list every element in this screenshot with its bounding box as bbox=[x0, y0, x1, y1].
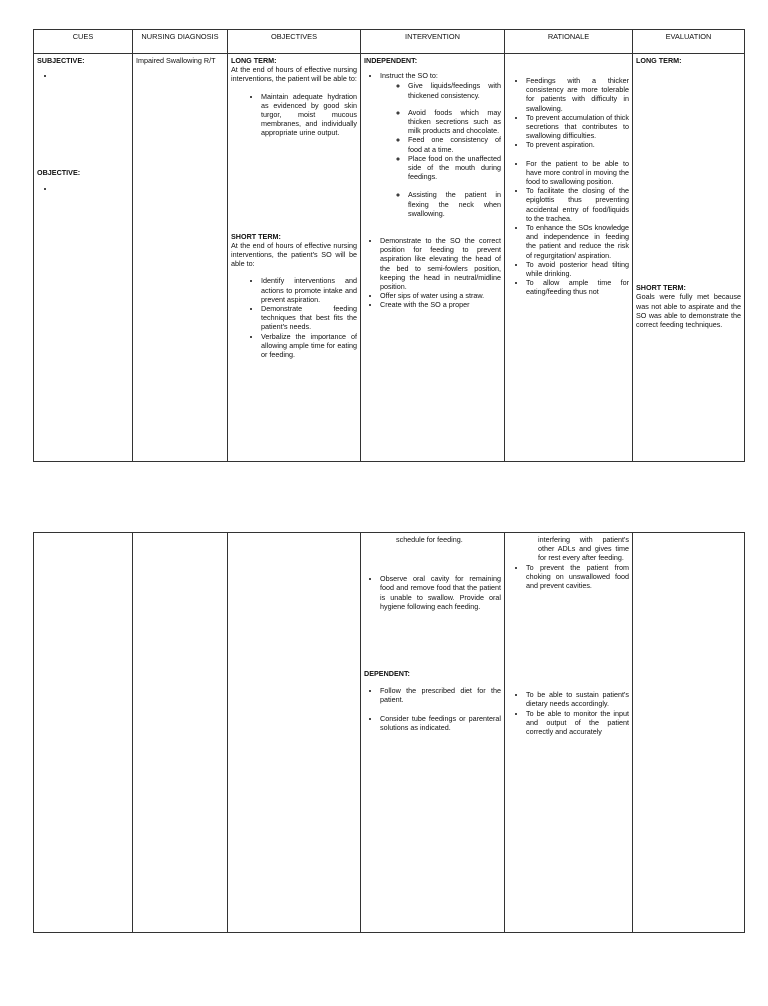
rationale-item: • To prevent accumulation of thick secretions that contributes to swallowing difficulties. bbox=[526, 113, 629, 141]
cues-cell-continued bbox=[34, 533, 133, 933]
content-row bbox=[34, 54, 745, 462]
header-row bbox=[34, 30, 745, 54]
dependent-item: • Follow the prescribed diet for the patient. bbox=[380, 686, 501, 704]
nursing-care-plan-table-page2 bbox=[33, 532, 745, 933]
intervention-item: • Observe oral cavity for remaining food and remove food that the patient is unable to swallow. Provide oral hygiene following each feeding. bbox=[380, 574, 501, 611]
cues-cell bbox=[34, 54, 133, 462]
header-nursing-diagnosis: NURSING DIAGNOSIS bbox=[133, 30, 228, 54]
rationale-item: • For the patient to be able to have more control in moving the food to swallowing position. bbox=[526, 159, 629, 187]
short-term-item: • Identify interventions and actions to promote intake and prevent aspiration. bbox=[261, 276, 357, 304]
header-rationale: RATIONALE bbox=[505, 30, 633, 54]
objective-heading: OBJECTIVE: bbox=[37, 168, 81, 178]
dependent-heading: DEPENDENT: bbox=[364, 669, 410, 679]
independent-heading: INDEPENDENT: bbox=[364, 56, 418, 65]
diagnosis-cell-continued bbox=[133, 533, 228, 933]
long-term-heading: LONG TERM: bbox=[231, 56, 277, 65]
short-term-item: • Demonstrate feeding techniques that best fits the patient's needs. bbox=[261, 304, 357, 332]
header-intervention: INTERVENTION bbox=[361, 30, 505, 54]
intervention-continued-text: schedule for feeding. bbox=[396, 535, 463, 544]
long-term-item: • Maintain adequate hydration as evidenced by good skin turgor, moist mucous membranes, and individually appropriate urine output. bbox=[261, 92, 357, 138]
diagnosis-text: Impaired Swallowing R/T bbox=[136, 56, 216, 65]
rationale-dependent-item: • To be able to monitor the input and output of the patient correctly and accurately bbox=[526, 709, 629, 737]
subjective-bullet bbox=[55, 71, 129, 80]
rationale-item: • To prevent the patient from choking on unswallowed food and prevent cavities. bbox=[526, 563, 629, 591]
rationale-item: • To enhance the SOs knowledge and independence in feeding the patient and reduce the risk of regurgitation/ aspiration. bbox=[526, 223, 629, 260]
sub-item: ◦ Give liquids/feedings with thickened consistency. bbox=[408, 81, 501, 99]
evaluation-cell-continued bbox=[633, 533, 745, 933]
rationale-cell-continued bbox=[505, 533, 633, 933]
instruct-text: Instruct the SO to: bbox=[380, 71, 438, 81]
nursing-care-plan-table-page1 bbox=[33, 29, 745, 462]
intervention-item: • Demonstrate to the SO the correct position for feeding to prevent aspiration like elevating the head of the bed to semi-fowlers position, keeping the head in neutral/midline position. bbox=[380, 236, 501, 291]
content-row-continued bbox=[34, 533, 745, 933]
short-term-heading: SHORT TERM: bbox=[231, 231, 281, 241]
short-term-item: • Verbalize the importance of allowing ample time for eating or feeding. bbox=[261, 332, 357, 360]
rationale-cell bbox=[505, 54, 633, 462]
rationale-item: • To prevent aspiration. bbox=[526, 140, 629, 149]
instruct-item bbox=[380, 71, 501, 218]
sub-item: ◦ Avoid foods which may thicken secretions such as milk products and chocolate. bbox=[408, 108, 501, 136]
header-evaluation: EVALUATION bbox=[633, 30, 745, 54]
rationale-item: • To facilitate the closing of the epiglottis thus preventing accidental entry of food/liquids to the trachea. bbox=[526, 186, 629, 223]
header-objectives: OBJECTIVES bbox=[228, 30, 361, 54]
rationale-continued-text: interfering with patient's other ADLs and gives time for rest every after feeding. bbox=[538, 535, 629, 563]
sub-item: ◦ Place food on the unaffected side of the mouth during feedings. bbox=[408, 154, 501, 182]
long-term-intro: At the end of hours of effective nursing interventions, the patient will be able to: bbox=[231, 65, 357, 84]
objectives-cell bbox=[228, 54, 361, 462]
intervention-cell bbox=[361, 54, 505, 462]
diagnosis-cell bbox=[133, 54, 228, 462]
evaluation-cell bbox=[633, 54, 745, 462]
intervention-item: • Create with the SO a proper bbox=[380, 300, 501, 309]
rationale-dependent-item: • To be able to sustain patient's dietary needs accordingly. bbox=[526, 690, 629, 708]
sub-item: ◦ Feed one consistency of food at a time. bbox=[408, 135, 501, 153]
dependent-item: • Consider tube feedings or parenteral solutions as indicated. bbox=[380, 714, 501, 732]
sub-item: ◦ Assisting the patient in flexing the neck when swallowing. bbox=[408, 190, 501, 218]
eval-short-term-text: Goals were fully met because was not able to aspirate and the SO was able to demonstrate the correct feeding techniques. bbox=[636, 292, 741, 330]
subjective-heading: SUBJECTIVE: bbox=[37, 56, 85, 65]
eval-short-term-heading: SHORT TERM: bbox=[636, 283, 686, 293]
rationale-item: • To allow ample time for eating/feeding thus not bbox=[526, 278, 629, 296]
objective-bullet bbox=[55, 184, 129, 193]
intervention-cell-continued bbox=[361, 533, 505, 933]
header-cues: CUES bbox=[34, 30, 133, 54]
short-term-intro: At the end of hours of effective nursing interventions, the patient's SO will be able to: bbox=[231, 240, 357, 269]
eval-long-term-heading: LONG TERM: bbox=[636, 56, 682, 65]
objectives-cell-continued bbox=[228, 533, 361, 933]
intervention-item: • Offer sips of water using a straw. bbox=[380, 291, 501, 300]
rationale-item: • To avoid posterior head tilting while drinking. bbox=[526, 260, 629, 278]
rationale-item: • Feedings with a thicker consistency are more tolerable for patients with difficulty in swallowing. bbox=[526, 76, 629, 113]
